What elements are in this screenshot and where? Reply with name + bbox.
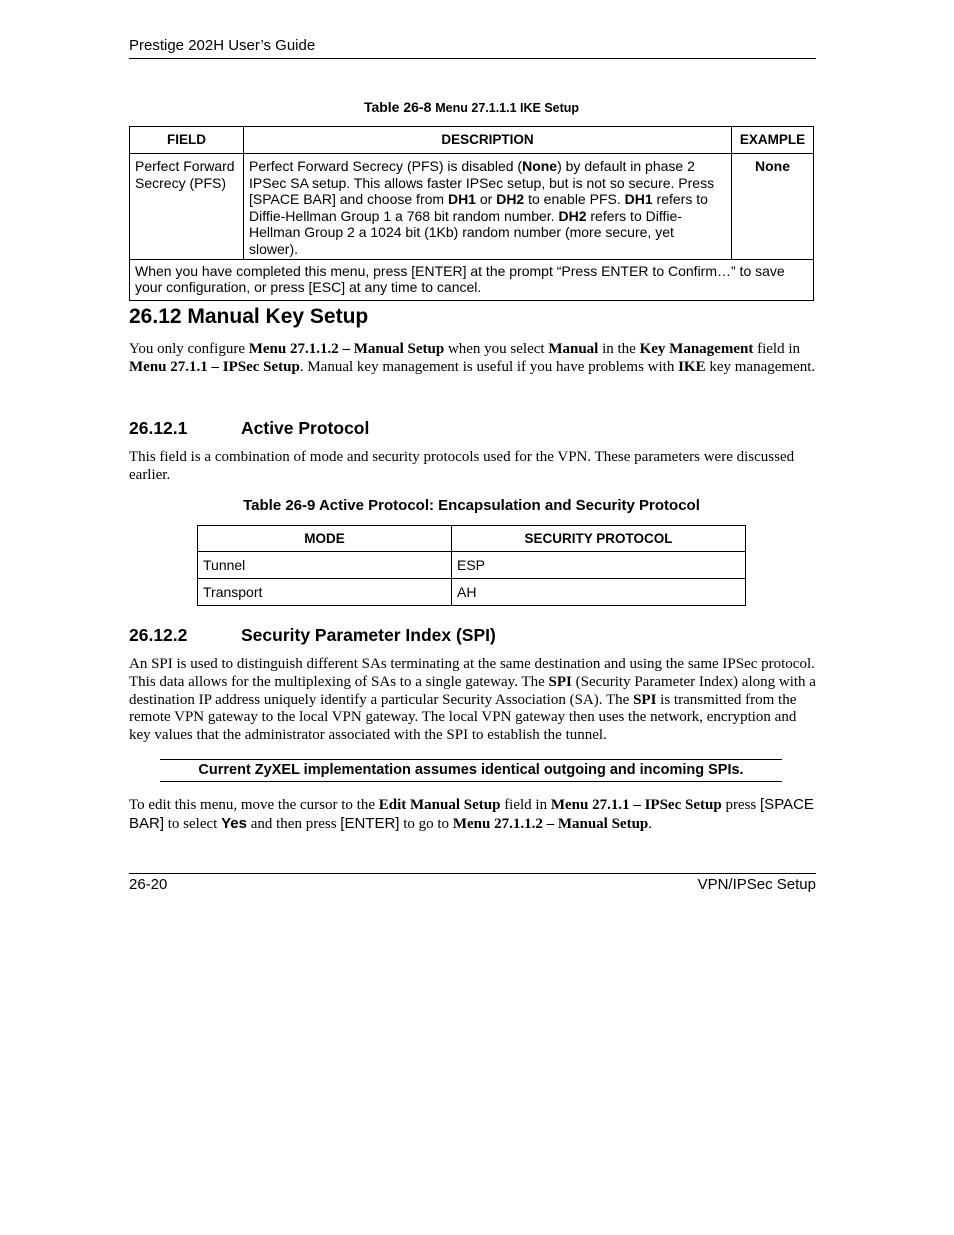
bold-text: Manual: [548, 341, 599, 357]
bold-text: Edit Manual Setup: [378, 797, 501, 813]
desc-text: refers to Diffie-Hellman Group 2 a 1024 bit (1Kb) random number (more secure, yet slower).: [249, 207, 682, 257]
text: (Security Parameter Index) along with a destination IP address uniquely identify a particular Security Association (SA). The: [129, 673, 816, 708]
desc-bold: DH1: [447, 191, 476, 208]
cell-mode: Transport: [198, 579, 452, 606]
desc-text: Perfect Forward Secrecy (PFS) is disabled (: [249, 158, 523, 174]
cell-description: [244, 154, 732, 260]
spi-paragraph: [129, 656, 819, 745]
key-text: [ENTER]: [340, 814, 400, 832]
col-header-field: FIELD: [130, 127, 244, 154]
chapter-title: VPN/IPSec Setup: [697, 876, 816, 893]
table-note-row: [130, 259, 814, 300]
subsection-title-spi: [129, 625, 496, 646]
table-26-8-caption: [129, 99, 814, 115]
desc-bold: DH2: [496, 191, 525, 208]
table-26-9-caption: Table 26-9 Active Protocol: Encapsulation and Security Protocol: [243, 497, 700, 514]
desc-bold: None: [522, 158, 558, 174]
bold-text: IKE: [678, 358, 706, 375]
text: . Manual key management is useful if you have problems with: [299, 358, 679, 375]
cell-example: None: [732, 154, 814, 260]
bold-text: Yes: [221, 814, 247, 832]
table-header-row: [198, 526, 746, 552]
desc-text: to enable PFS.: [524, 191, 625, 208]
text: .: [648, 815, 653, 832]
caption-title: Menu 27.1.1.1 IKE Setup: [435, 101, 580, 115]
table-row: [198, 579, 746, 606]
table-header-row: [130, 127, 814, 154]
table-row: [198, 552, 746, 579]
desc-text: ) by default in phase 2 IPSec SA setup. This allows faster IPSec setup, but is not so secure. Press [SPACE BAR] and choose from: [249, 158, 715, 208]
key-text: [SPACE BAR]: [129, 796, 814, 832]
table-26-9: [197, 525, 746, 606]
section-title: 26.12 Manual Key Setup: [129, 305, 369, 328]
text: in the: [598, 341, 640, 357]
bold-text: SPI: [633, 691, 657, 708]
cell-protocol: ESP: [452, 552, 746, 579]
desc-text: or: [475, 191, 497, 208]
col-header-description: DESCRIPTION: [244, 127, 732, 154]
caption-label: Table 26-8: [363, 99, 436, 115]
bold-text: Menu 27.1.1 – IPSec Setup: [550, 797, 722, 813]
page-number: 26-20: [129, 876, 168, 893]
header-title: Prestige 202H User’s Guide: [129, 37, 316, 54]
desc-text: refers to Diffie-Hellman Group 1 a 768 bit random number.: [249, 191, 708, 224]
page-header: [129, 37, 816, 59]
text: key management.: [705, 358, 816, 375]
cell-mode: Tunnel: [198, 552, 452, 579]
desc-bold: DH2: [558, 207, 587, 224]
cell-protocol: AH: [452, 579, 746, 606]
note-box: Current ZyXEL implementation assumes identical outgoing and incoming SPIs.: [160, 759, 782, 782]
bold-text: Menu 27.1.1 – IPSec Setup: [129, 358, 300, 375]
text: field in: [500, 797, 551, 813]
text: to go to: [399, 815, 453, 832]
bold-text: Menu 27.1.1.2 – Manual Setup: [248, 341, 445, 357]
cell-field: Perfect Forward Secrecy (PFS): [130, 154, 244, 260]
text: and then press: [246, 815, 341, 832]
text: press: [721, 797, 761, 813]
subsection-number: 26.12.2: [129, 625, 188, 645]
text: You only configure: [129, 341, 249, 357]
col-header-example: EXAMPLE: [732, 127, 814, 154]
bold-text: SPI: [548, 673, 572, 690]
table-26-8: [129, 126, 814, 301]
table-note: When you have completed this menu, press [ENTER] at the prompt “Press ENTER to Confirm…” to save your configuration, or press [ESC] at any time to cancel.: [130, 259, 814, 300]
subsection-number: 26.12.1: [129, 418, 188, 438]
text: is transmitted from the remote VPN gateway to the local VPN gateway. The local VPN gateway then uses the network, encryption and key values that the administrator associated with the SPI to establish the tunnel.: [129, 691, 797, 744]
page-footer: [129, 873, 816, 893]
bold-text: Menu 27.1.1.2 – Manual Setup: [452, 815, 649, 832]
subsection-title-active-protocol: [129, 418, 369, 439]
active-protocol-paragraph: This field is a combination of mode and security protocols used for the VPN. These parameters were discussed earlier.: [129, 449, 795, 483]
text: when you select: [444, 341, 549, 357]
text: An SPI is used to distinguish different SAs terminating at the same destination and using the same IPSec protocol. This data allows for the multiplexing of SAs to a single gateway. The: [129, 656, 815, 690]
section-paragraph: [129, 341, 819, 377]
text: field in: [753, 341, 800, 357]
col-header-mode: MODE: [198, 526, 452, 552]
subsection-label: Active Protocol: [241, 418, 370, 438]
text: To edit this menu, move the cursor to the: [129, 797, 379, 813]
bold-text: Key Management: [639, 341, 754, 357]
desc-bold: DH1: [624, 191, 653, 208]
col-header-security-protocol: SECURITY PROTOCOL: [452, 526, 746, 552]
subsection-label: Security Parameter Index (SPI): [241, 625, 496, 645]
edit-menu-paragraph: [129, 796, 819, 834]
table-row: [130, 154, 814, 260]
text: to select: [164, 815, 222, 832]
